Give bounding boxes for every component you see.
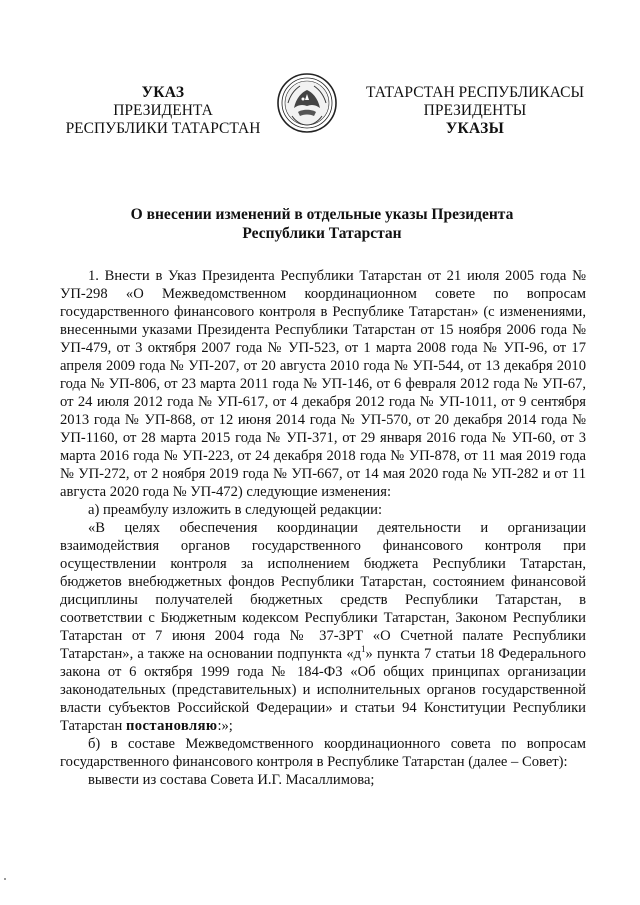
- header-right-line2: ПРЕЗИДЕНТЫ: [423, 102, 527, 119]
- paragraph-4: б) в составе Межведомственного координационного совета по вопросам государственного финансового контроля в Республике Татарстан (далее – Совет):: [60, 736, 586, 770]
- document-body: [60, 267, 586, 789]
- header-right-line3: УКАЗЫ: [445, 120, 505, 137]
- header-left-line3: РЕСПУБЛИКИ ТАТАРСТАН: [65, 120, 261, 137]
- paragraph-2: а) преамбулу изложить в следующей редакции:: [88, 502, 383, 518]
- paragraph-5: вывести из состава Совета И.Г. Масаллимова;: [88, 772, 375, 788]
- paragraph-3-bold: постановляю: [125, 718, 218, 734]
- paragraph-3-end: :»;: [217, 718, 233, 734]
- coat-of-arms-icon: [276, 72, 338, 134]
- header-left-line1: УКАЗ: [141, 84, 185, 101]
- title-line1: О внесении изменений в отдельные указы Президента: [130, 206, 514, 223]
- header-right-line1: ТАТАРСТАН РЕСПУБЛИКАСЫ: [366, 84, 584, 101]
- document-title: [60, 205, 584, 243]
- title-line2: Республики Татарстан: [242, 225, 402, 242]
- header-left-line2: ПРЕЗИДЕНТА: [113, 102, 213, 119]
- paragraph-3-superscript: 1: [361, 644, 366, 655]
- scan-speck: [4, 878, 6, 880]
- paragraph-3-text: «В целях обеспечения координации деятельности и организации взаимодействия органов государственного финансового контроля при осуществлении контроля за исполнением бюджета Республики Татарстан, бюджетов внебюджетных фондов Республики Татарстан, состоянием финансовой дисциплины получателей бюджетных средств Республики Татарстан, в соответствии с Бюджетным кодексом Республики Татарстан, Законом Республики Татарстан от 7 июня 2004 года № 37-ЗРТ «О Счетной палате Республики Татарстан», а также на основании подпункта «д: [60, 520, 586, 662]
- paragraph-1: 1. Внести в Указ Президента Республики Татарстан от 21 июля 2005 года № УП-298 «О Межведомственном координационном совете по вопросам государственного финансового контроля в Республике Татарстан» (с изменениями, внесенными указами Президента Республики Татарстан от 15 ноября 2006 года № УП-479, от 3 октября 2007 года № УП-523, от 1 марта 2008 года № УП-96, от 17 апреля 2009 года № УП-207, от 20 августа 2010 года № УП-544, от 13 декабря 2010 года № УП-806, от 23 марта 2011 года № УП-146, от 6 февраля 2012 года № УП-67, от 24 июля 2012 года № УП-617, от 4 декабря 2012 года № УП-1011, от 9 сентября 2013 года № УП-868, от 12 июня 2014 года № УП-570, от 20 декабря 2014 года № УП-1160, от 28 марта 2015 года № УП-371, от 29 января 2016 года № УП-60, от 3 марта 2016 года № УП-223, от 24 декабря 2018 года № УП-878, от 11 мая 2019 года № УП-272, от 2 ноября 2019 года № УП-667, от 14 мая 2020 года № УП-282 и от 11 августа 2020 года № УП-472) следующие изменения:: [60, 268, 586, 500]
- paragraph-3-text2: » пункта 7 статьи 18 Федерального закона от 6 октября 1999 года № 184-ФЗ «Об общих принципах организации законодательных (представительных) и исполнительных органов государственной власти субъектов Российской Федерации» и статьи 94 Конституции Республики Татарстан: [60, 646, 586, 734]
- header-right-tatar: [364, 84, 586, 138]
- header-left-russian: [58, 84, 268, 138]
- paragraph-3: [60, 519, 586, 735]
